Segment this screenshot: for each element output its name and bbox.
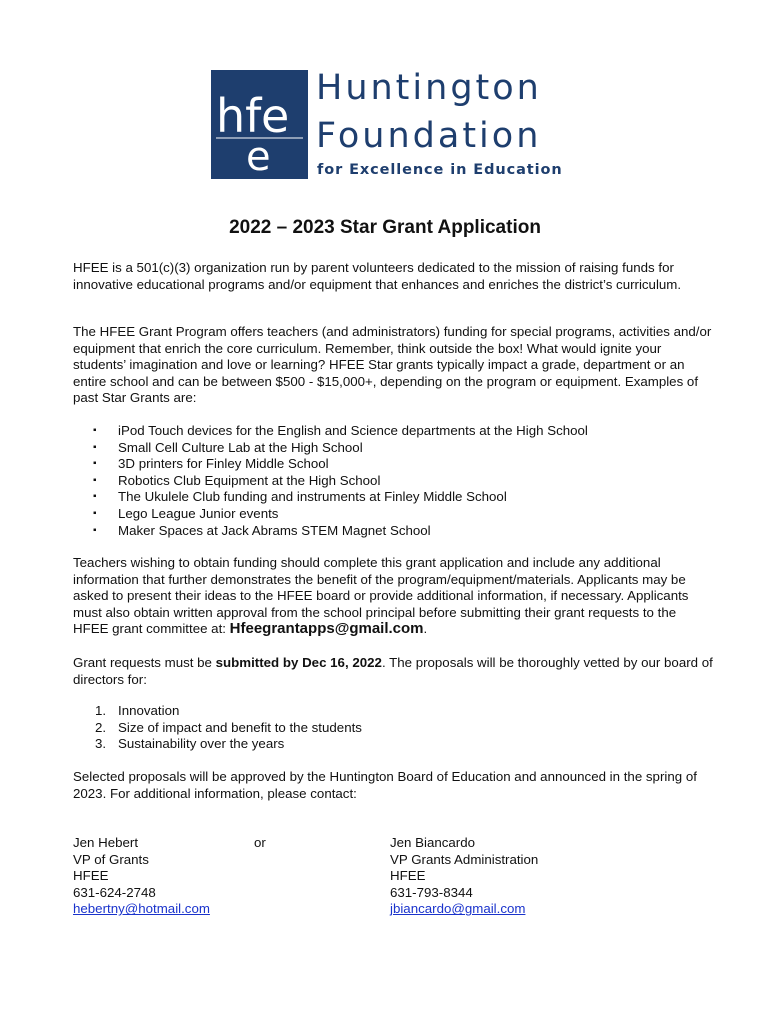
contact-org: HFEE — [73, 868, 109, 884]
past-grants-list — [73, 423, 588, 539]
list-item: ▪ The Ukulele Club funding and instruments at Finley Middle School — [73, 489, 588, 506]
deadline-paragraph — [73, 655, 713, 688]
logo-tagline: for Excellence in Education — [317, 162, 563, 178]
page-title: 2022 – 2023 Star Grant Application — [229, 217, 541, 238]
contact-name: Jen Biancardo — [390, 835, 476, 850]
hfee-logo — [211, 70, 561, 182]
contact-email-link[interactable]: jbiancardo@gmail.com — [390, 901, 526, 917]
contact-phone: 631-793-8344 — [390, 884, 473, 900]
contact-biancardo — [390, 835, 538, 918]
application-end: . — [423, 621, 428, 637]
contact-hebert — [73, 835, 210, 918]
svg-text:e: e — [261, 89, 290, 143]
list-item — [73, 720, 362, 737]
hfee-monogram-mark — [211, 70, 308, 179]
contact-phone: 631-624-2748 — [73, 884, 156, 900]
deadline-date: submitted by Dec 16, 2022 — [215, 655, 382, 670]
grant-committee-email: Hfeegrantapps@gmail.com — [229, 620, 424, 638]
contact-name: Jen Hebert — [73, 835, 139, 850]
contact-role: VP Grants Administration — [390, 851, 539, 867]
list-text: Innovation — [118, 703, 180, 718]
list-item: ▪ iPod Touch devices for the English and Science departments at the High School — [73, 423, 588, 440]
list-item: ▪ Lego League Junior events — [73, 506, 588, 523]
list-number: 2. — [95, 719, 107, 735]
deadline-before: Grant requests must be — [73, 655, 216, 670]
contact-org: HFEE — [390, 868, 426, 884]
svg-text:e: e — [246, 134, 271, 179]
list-item — [73, 703, 362, 720]
approval-paragraph: Selected proposals will be approved by the Huntington Board of Education and announced in the spring of 2023. For additional information, please contact: — [73, 769, 697, 801]
svg-text:hf: hf — [216, 89, 262, 143]
intro-paragraph: HFEE is a 501(c)(3) organization run by parent volunteers dedicated to the mission of raising funds for innovative educational programs and/or equipment that enhances and enriches the district’s curriculum. — [73, 260, 682, 292]
application-text: Teachers wishing to obtain funding should complete this grant application and include any additional information that further demonstrates the benefit of the program/equipment/materials. Applicants may be asked to present their ideas to the HFEE board or provide additional information, if necessary. Applicants must also obtain written approval from the school principal before submitting their grant requests to the HFEE grant committee at: — [73, 555, 689, 637]
logo-foundation: Foundation — [316, 116, 542, 156]
grant-program-paragraph: The HFEE Grant Program offers teachers (and administrators) funding for special programs, activities and/or equipment that enrich the core curriculum. Remember, think outside the box! What would ignite your students’ imagination and love or learning? HFEE Star grants typically impact a grade, department or an entire school and can be between $500 - $15,000+, depending on the program or equipment. Examples of past Star Grants are: — [73, 324, 712, 406]
list-item — [73, 736, 362, 753]
logo-huntington: Huntington — [316, 68, 542, 108]
list-text: Size of impact and benefit to the students — [118, 719, 362, 735]
list-item: ▪ 3D printers for Finley Middle School — [73, 456, 588, 473]
list-item: ▪ Robotics Club Equipment at the High School — [73, 473, 588, 490]
list-item: ▪ Maker Spaces at Jack Abrams STEM Magnet School — [73, 523, 588, 540]
list-number: 3. — [95, 736, 107, 752]
list-item: ▪ Small Cell Culture Lab at the High School — [73, 440, 588, 457]
list-number: 1. — [95, 703, 107, 718]
deadline-after: . The proposals will be thoroughly vetted by our board of directors for: — [73, 655, 713, 687]
contact-role: VP of Grants — [73, 851, 149, 867]
list-text: Sustainability over the years — [118, 736, 285, 752]
application-paragraph — [73, 555, 713, 638]
contact-email-link[interactable]: hebertny@hotmail.com — [73, 901, 210, 917]
criteria-list — [73, 703, 362, 753]
or-separator: or — [254, 835, 266, 850]
